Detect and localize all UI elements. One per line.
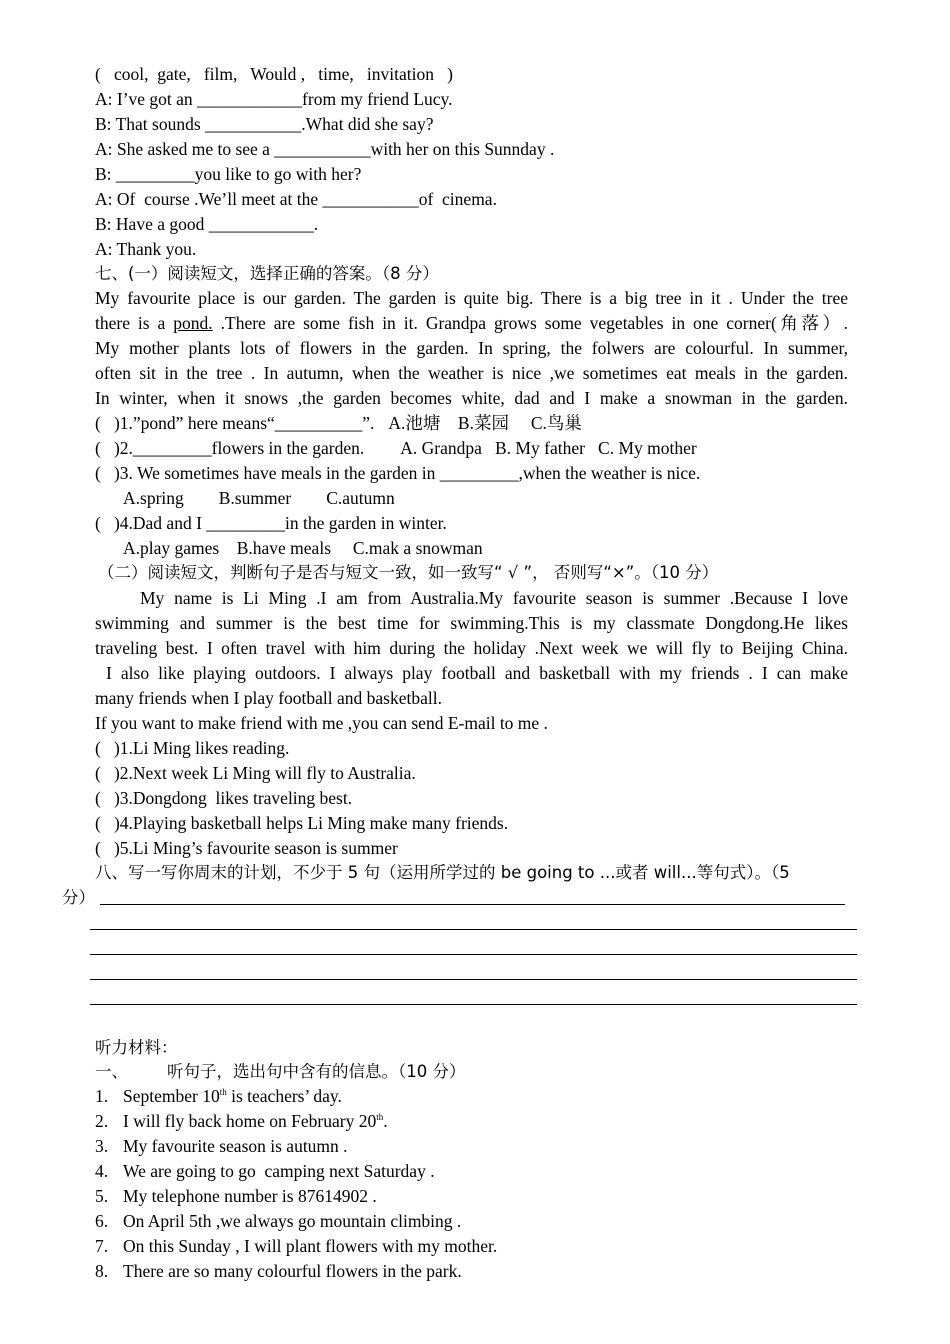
ordinal-suffix: th <box>376 1112 384 1123</box>
question-options: A.spring B.summer C.autumn <box>123 488 395 508</box>
listening-sentence <box>95 1209 461 1234</box>
sentence-number: 5. <box>95 1186 109 1206</box>
dialogue-line: B: Have a good ____________. <box>95 214 319 234</box>
listening-sentence <box>95 1159 435 1184</box>
question-options: A.池塘 B.菜园 C.鸟巢 <box>388 413 582 433</box>
passage1-text: .There are some fish in it. Grandpa grows some vegetables in one corner(角落）. <box>212 313 848 333</box>
listening-sentence <box>95 1084 342 1109</box>
passage2-line: swimming and summer is the best time for swimming.This is my classmate Dongdong.He likes <box>95 613 848 633</box>
dialogue-line: B: That sounds ___________.What did she say? <box>95 114 434 134</box>
question-7a-4: ( )4.Dad and I _________in the garden in winter. <box>95 513 447 533</box>
passage1-text: there is a <box>95 313 174 333</box>
passage2-line: I also like playing outdoors. I always play football and basketball with my friends . I can make <box>106 663 848 683</box>
question-7a-3: ( )3. We sometimes have meals in the garden in _________,when the weather is nice. <box>95 463 701 483</box>
section8-heading-cont: 分） <box>62 888 95 907</box>
passage1-line: In winter, when it snows ,the garden becomes white, dad and I make a snowman in the garden. <box>95 388 848 408</box>
passage1-line: often sit in the tree . In autumn, when the weather is nice ,we sometimes eat meals in the garden. <box>95 363 848 383</box>
dialogue-line: A: She asked me to see a ___________with her on this Sunnday . <box>95 139 555 159</box>
sentence-text: On April 5th ,we always go mountain climbing . <box>123 1211 462 1231</box>
section8-heading: 八、写一写你周末的计划，不少于 5 句（运用所学过的 be going to ...或者 will...等句式）。（5 <box>95 863 790 882</box>
sentence-text: On this Sunday , I will plant flowers with my mother. <box>123 1236 498 1256</box>
word-bank: ( cool, gate, film, Would , time, invitation ) <box>95 64 453 84</box>
passage2-line: My name is Li Ming .I am from Australia.My favourite season is summer .Because I love <box>140 588 848 608</box>
listening-sentence <box>95 1134 348 1159</box>
statement-7b-5: ( )5.Li Ming’s favourite season is summer <box>95 838 398 858</box>
writing-line[interactable] <box>90 929 857 930</box>
sentence-number: 2. <box>95 1111 109 1131</box>
passage1-line: My mother plants lots of flowers in the garden. In spring, the folwers are colourful. In summer, <box>95 338 848 358</box>
listening-sentence <box>95 1184 377 1209</box>
sentence-number: 3. <box>95 1136 109 1156</box>
question-7a-1 <box>95 411 582 436</box>
listening-sentence <box>95 1259 462 1284</box>
passage2-line: If you want to make friend with me ,you can send E-mail to me . <box>95 713 548 733</box>
sentence-text: We are going to go camping next Saturday . <box>123 1161 435 1181</box>
writing-line[interactable] <box>90 1004 857 1005</box>
passage1-line <box>95 311 848 336</box>
question-stem: ( )1.”pond” here means“__________”. <box>95 413 375 433</box>
question-stem: ( )2._________flowers in the garden. <box>95 438 365 458</box>
sentence-text: There are so many colourful flowers in the park. <box>123 1261 462 1281</box>
listening-sentence <box>95 1234 497 1259</box>
listening-part-heading: 听句子，选出句中含有的信息。（10 分） <box>167 1062 466 1081</box>
dialogue-line: A: Thank you. <box>95 239 197 259</box>
sentence-text: I will fly back home on February 20 <box>123 1111 377 1131</box>
sentence-number: 8. <box>95 1261 109 1281</box>
listening-title: 听力材料： <box>95 1038 178 1057</box>
statement-7b-4: ( )4.Playing basketball helps Li Ming make many friends. <box>95 813 509 833</box>
sentence-text: My telephone number is 87614902 . <box>123 1186 377 1206</box>
question-options: A.play games B.have meals C.mak a snowman <box>123 538 483 558</box>
listening-sentence <box>95 1109 388 1134</box>
passage1-line: My favourite place is our garden. The garden is quite big. There is a big tree in it . Under the tree <box>95 288 848 308</box>
sentence-number: 1. <box>95 1086 109 1106</box>
writing-line[interactable] <box>90 954 857 955</box>
sentence-text: is teachers’ day. <box>226 1086 342 1106</box>
writing-line[interactable] <box>90 979 857 980</box>
section7a-heading: 七、(一）阅读短文，选择正确的答案。（8 分） <box>95 264 439 283</box>
ordinal-suffix: th <box>219 1087 227 1098</box>
sentence-number: 7. <box>95 1236 109 1256</box>
dialogue-line: B: _________you like to go with her? <box>95 164 362 184</box>
listening-part-number: 一、 <box>95 1062 128 1081</box>
statement-7b-2: ( )2.Next week Li Ming will fly to Australia. <box>95 763 416 783</box>
statement-7b-1: ( )1.Li Ming likes reading. <box>95 738 290 758</box>
underlined-word-pond: pond. <box>173 313 213 333</box>
sentence-number: 6. <box>95 1211 109 1231</box>
sentence-text: September 10 <box>123 1086 220 1106</box>
statement-7b-3: ( )3.Dongdong likes traveling best. <box>95 788 353 808</box>
writing-line[interactable] <box>100 904 845 905</box>
dialogue-line: A: I’ve got an ____________from my friend Lucy. <box>95 89 453 109</box>
sentence-text: My favourite season is autumn . <box>123 1136 348 1156</box>
question-options: A. Grandpa B. My father C. My mother <box>400 438 697 458</box>
dialogue-line: A: Of course .We’ll meet at the ___________of cinema. <box>95 189 497 209</box>
sentence-text: . <box>383 1111 388 1131</box>
question-7a-2 <box>95 436 697 461</box>
section7b-heading: （二）阅读短文，判断句子是否与短文一致，如一致写“ √ ”， 否则写“×”。（10 分） <box>98 563 719 582</box>
passage2-line: many friends when I play football and basketball. <box>95 688 442 708</box>
passage2-line: traveling best. I often travel with him during the holiday .Next week we will fly to Beijing China. <box>95 638 848 658</box>
sentence-number: 4. <box>95 1161 109 1181</box>
